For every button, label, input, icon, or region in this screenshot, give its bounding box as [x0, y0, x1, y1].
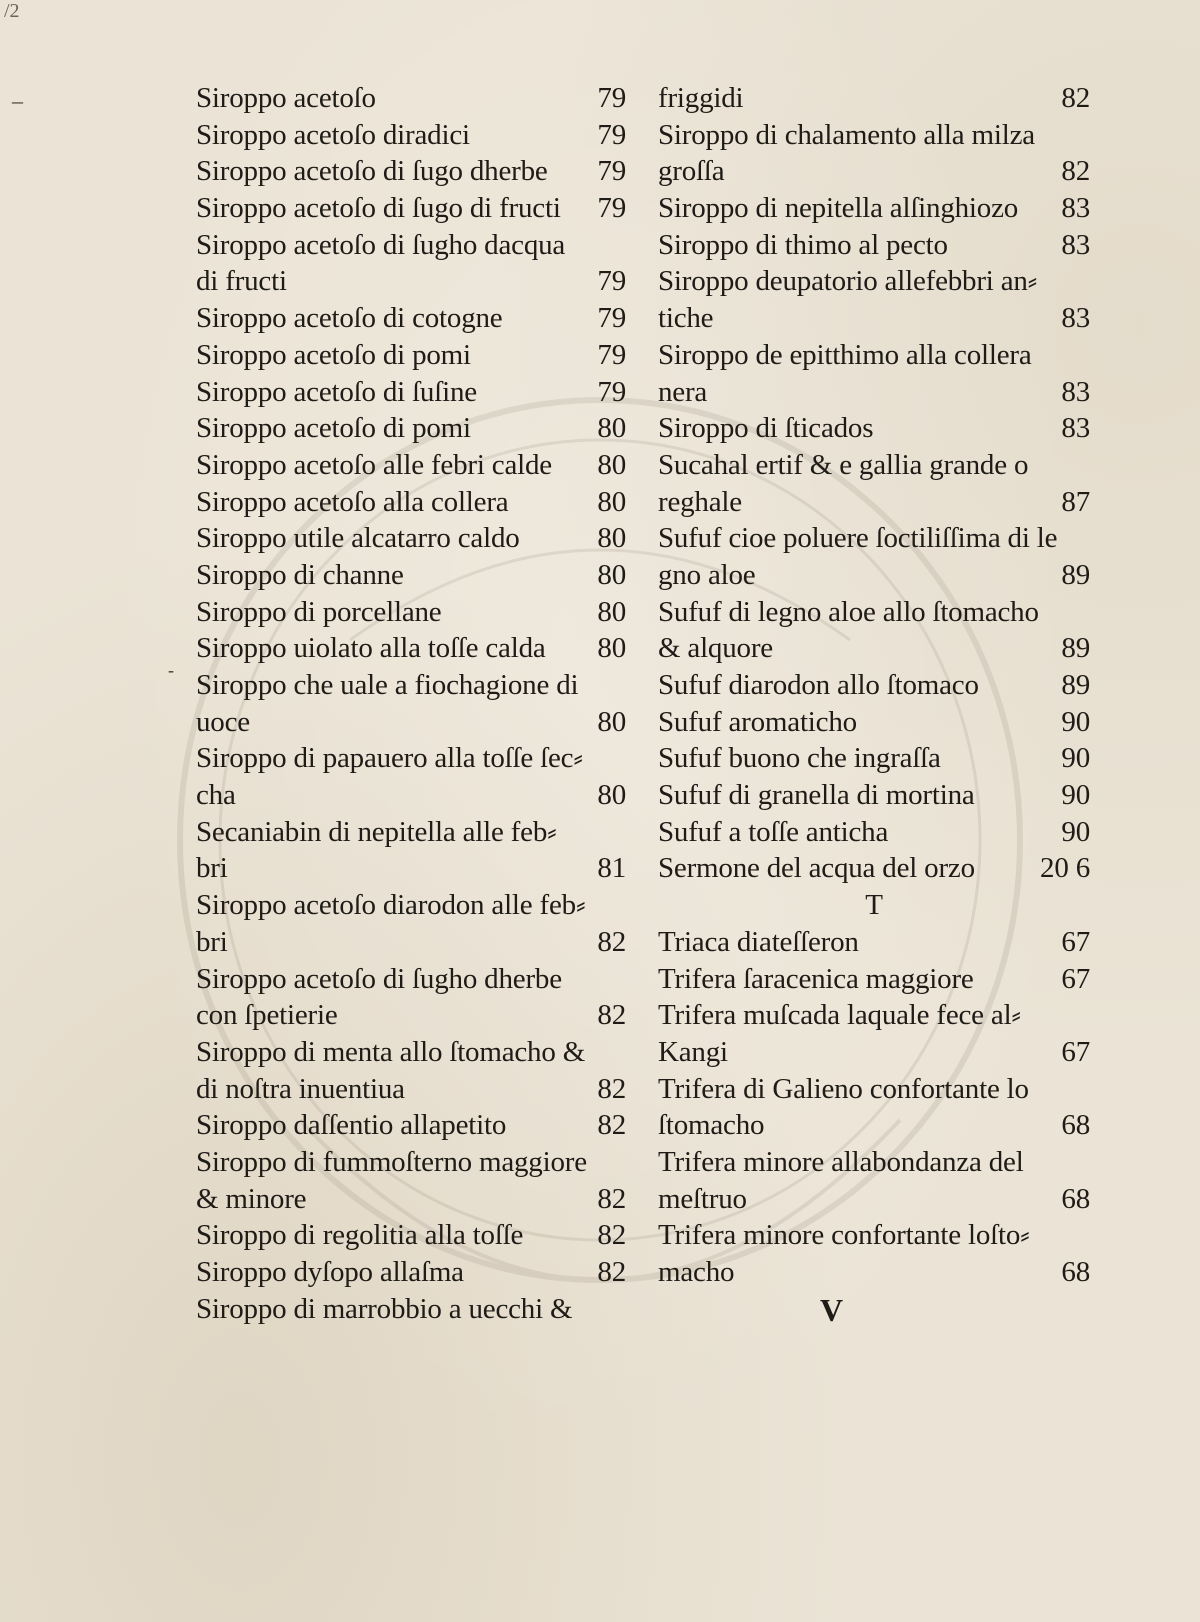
page-number: 90 — [1061, 779, 1090, 812]
index-entry — [658, 80, 1090, 117]
page-number: 79 — [597, 302, 626, 335]
index-entry — [196, 740, 626, 777]
margin-mark: - — [168, 660, 174, 680]
entry-text: Siroppo acetoſo di cotogne — [196, 302, 503, 335]
entry-text: Siroppo uiolato alla toſſe calda — [196, 632, 546, 665]
index-entry — [658, 153, 1090, 190]
index-entry — [196, 374, 626, 411]
index-entry — [196, 227, 626, 264]
index-entry — [196, 997, 626, 1034]
index-entry — [658, 263, 1090, 300]
entry-text: uoce — [196, 705, 250, 738]
index-entry — [196, 80, 626, 117]
entry-text: Trifera minore allabondanza del — [658, 1145, 1024, 1178]
index-entry — [196, 447, 626, 484]
index-entry — [196, 300, 626, 337]
index-entry — [658, 337, 1090, 374]
entry-text: Siroppo acetoſo — [196, 82, 376, 114]
index-entry — [196, 887, 626, 924]
index-entry — [196, 777, 626, 814]
page-number: 87 — [1061, 485, 1090, 518]
entry-text: macho — [658, 1256, 735, 1288]
page-number: 68 — [1061, 1109, 1090, 1142]
index-entry — [658, 961, 1090, 998]
page-number: 79 — [597, 265, 626, 298]
page-number: 83 — [1061, 412, 1090, 445]
page-number: 80 — [597, 558, 626, 591]
entry-text: con ſpetierie — [196, 999, 338, 1032]
entry-text: groſſa — [658, 155, 725, 188]
entry-text: Triaca diateſſeron — [658, 925, 859, 958]
entry-text: & minore — [196, 1182, 307, 1215]
index-entry — [658, 410, 1090, 447]
entry-text: Siroppo di thimo al pecto — [658, 228, 948, 261]
page-number: 67 — [1061, 962, 1090, 995]
index-entry — [196, 520, 626, 557]
entry-text: Siroppo acetoſo di ſugo dherbe — [196, 155, 548, 188]
entry-text: Sufuf di granella di mortina — [658, 779, 975, 812]
entry-text: Sufuf aromaticho — [658, 705, 857, 738]
index-entry — [196, 1034, 626, 1071]
index-entry — [658, 667, 1090, 704]
index-entry — [196, 484, 626, 521]
section-letter-heading — [658, 887, 1090, 924]
page-number: 68 — [1061, 1256, 1090, 1288]
index-entry — [658, 300, 1090, 337]
entry-text: Siroppo acetoſo di pomi — [196, 338, 471, 371]
page-number: 90 — [1061, 705, 1090, 738]
index-entry — [658, 1107, 1090, 1144]
index-entry — [196, 117, 626, 154]
page-number: 82 — [597, 1109, 626, 1142]
index-entry — [658, 1181, 1090, 1218]
entry-text: Siroppo acetoſo diradici — [196, 118, 470, 151]
page-number: 82 — [597, 999, 626, 1032]
page-number: 80 — [597, 448, 626, 481]
entry-text: bri — [196, 852, 228, 885]
entry-text: Secaniabin di nepitella alle feb⸗ — [196, 815, 557, 848]
margin-mark: – — [12, 88, 23, 113]
index-entry — [658, 447, 1090, 484]
index-entry — [196, 1181, 626, 1218]
entry-text: di noſtra inuentiua — [196, 1072, 405, 1105]
entry-text: Siroppo di channe — [196, 558, 404, 591]
index-entry — [196, 630, 626, 667]
entry-text: di fructi — [196, 265, 287, 298]
entry-text: Siroppo di nepitella alſinghiozo — [658, 192, 1019, 225]
index-entry — [658, 374, 1090, 411]
page-number: 79 — [597, 82, 626, 114]
index-entry — [196, 704, 626, 741]
page-number: 83 — [1061, 228, 1090, 261]
entry-text: Siroppo utile alcatarro caldo — [196, 522, 520, 555]
page-number: 20 6 — [1040, 852, 1090, 885]
entry-text: tiche — [658, 302, 714, 335]
index-entry — [196, 263, 626, 300]
entry-text: ſtomacho — [658, 1109, 765, 1142]
index-entry — [658, 850, 1090, 887]
index-entry — [658, 704, 1090, 741]
entry-text: Siroppo de epitthimo alla collera — [658, 338, 1032, 371]
page-number: 79 — [597, 192, 626, 225]
entry-text: Trifera muſcada laquale fece al⸗ — [658, 999, 1021, 1032]
page-number: 80 — [597, 595, 626, 628]
page-number: 80 — [597, 705, 626, 738]
index-entry — [658, 520, 1090, 557]
index-entry — [658, 190, 1090, 227]
index-entry — [196, 190, 626, 227]
entry-text: Siroppo acetoſo di ſugho dacqua — [196, 228, 566, 261]
index-entry — [196, 1071, 626, 1108]
page-number: 82 — [1061, 82, 1090, 114]
index-entry — [196, 850, 626, 887]
entry-text: meſtruo — [658, 1182, 747, 1215]
entry-text: Siroppo di papauero alla toſſe ſec⸗ — [196, 742, 583, 775]
entry-text: Siroppo acetoſo di ſugo di fructi — [196, 192, 561, 225]
page-number: 82 — [597, 1256, 626, 1288]
entry-text: cha — [196, 779, 236, 812]
page-number: 89 — [1061, 558, 1090, 591]
index-entry — [196, 961, 626, 998]
page-number: 67 — [1061, 1035, 1090, 1068]
entry-text: Siroppo acetoſo alla collera — [196, 485, 509, 518]
index-entry — [658, 1254, 1090, 1291]
entry-text: Siroppo di menta allo ſtomacho & — [196, 1035, 586, 1068]
page-number: 89 — [1061, 632, 1090, 665]
section-letter-v: V — [820, 1292, 844, 1328]
index-entry — [196, 594, 626, 631]
index-entry — [196, 924, 626, 961]
page-number: 80 — [597, 485, 626, 518]
entry-text: nera — [658, 375, 708, 408]
index-entry — [658, 484, 1090, 521]
entry-text: Sufuf a toſſe anticha — [658, 815, 889, 848]
page-number: 81 — [597, 852, 626, 885]
index-entry — [196, 1291, 626, 1328]
page-number: 82 — [597, 1182, 626, 1215]
page-number: 89 — [1061, 669, 1090, 701]
index-entry — [196, 667, 626, 704]
entry-text: Siroppo di porcellane — [196, 595, 442, 628]
index-entry — [658, 740, 1090, 777]
page-number: 80 — [597, 522, 626, 555]
index-entry — [658, 1217, 1090, 1254]
index-entry — [658, 997, 1090, 1034]
entry-text: Siroppo dyſopo allaſma — [196, 1256, 464, 1288]
entry-text: Trifera minore confortante loſto⸗ — [658, 1219, 1030, 1252]
index-entry — [196, 1217, 626, 1254]
page-number: 83 — [1061, 192, 1090, 225]
index-entry — [196, 153, 626, 190]
entry-text: Siroppo di regolitia alla toſſe — [196, 1219, 524, 1252]
index-entry — [196, 1144, 626, 1181]
page-number: 80 — [597, 632, 626, 665]
index-entry — [658, 1071, 1090, 1108]
page-number: 79 — [597, 118, 626, 151]
index-entry — [196, 1107, 626, 1144]
page-number: 82 — [597, 1219, 626, 1252]
entry-text: & alquore — [658, 632, 773, 665]
index-column-right — [658, 80, 1090, 1291]
entry-text: Siroppo di ſticados — [658, 412, 874, 445]
page-number: 90 — [1061, 815, 1090, 848]
page-number: 67 — [1061, 925, 1090, 958]
index-entry — [658, 1144, 1090, 1181]
entry-text: Sufuf cioe poluere ſoctiliſſima di le — [658, 522, 1058, 555]
entry-text: Siroppo acetoſo diarodon alle feb⸗ — [196, 889, 586, 922]
page-number: 82 — [597, 1072, 626, 1105]
entry-text: Siroppo di fummoſterno maggiore — [196, 1145, 587, 1178]
page-number: 90 — [1061, 742, 1090, 775]
entry-text: Sufuf di legno aloe allo ſtomacho — [658, 595, 1039, 628]
page-number: 82 — [597, 925, 626, 958]
entry-text: Sufuf diarodon allo ſtomaco — [658, 669, 979, 701]
entry-text: Siroppo che uale a fiochagione di — [196, 669, 579, 701]
entry-text: Siroppo acetoſo alle febri calde — [196, 448, 552, 481]
page-number: 68 — [1061, 1182, 1090, 1215]
entry-text: gno aloe — [658, 558, 756, 591]
entry-text: Kangi — [658, 1035, 728, 1068]
index-entry — [658, 630, 1090, 667]
entry-text: T — [865, 889, 883, 922]
index-entry — [196, 410, 626, 447]
page-number: 82 — [1061, 155, 1090, 188]
index-entry — [658, 814, 1090, 851]
index-entry — [196, 337, 626, 374]
page-number: 79 — [597, 375, 626, 408]
entry-text: bri — [196, 925, 228, 958]
page-number: 80 — [597, 779, 626, 812]
page-number: 79 — [597, 155, 626, 188]
entry-text: Siroppo acetoſo di ſuſine — [196, 375, 477, 408]
index-entry — [658, 227, 1090, 264]
page-number: 83 — [1061, 302, 1090, 335]
index-entry — [658, 594, 1090, 631]
entry-text: Siroppo acetoſo di ſugho dherbe — [196, 962, 562, 995]
entry-text: Siroppo di marrobbio a uecchi & — [196, 1292, 573, 1325]
entry-text: Siroppo acetoſo di pomi — [196, 412, 471, 445]
entry-text: reghale — [658, 485, 742, 518]
index-column-left — [196, 80, 626, 1327]
page-number: 79 — [597, 338, 626, 371]
index-entry — [658, 117, 1090, 154]
entry-text: Trifera ſaracenica maggiore — [658, 962, 974, 995]
index-entry — [196, 1254, 626, 1291]
entry-text: Sufuf buono che ingraſſa — [658, 742, 941, 775]
index-entry — [196, 557, 626, 594]
index-entry — [196, 814, 626, 851]
entry-text: friggidi — [658, 82, 744, 114]
entry-text: Sermone del acqua del orzo — [658, 852, 975, 885]
page-number: 80 — [597, 412, 626, 445]
corner-mark: /2 — [4, 0, 20, 22]
entry-text: Trifera di Galieno confortante lo — [658, 1072, 1029, 1105]
page-number: 83 — [1061, 375, 1090, 408]
index-entry — [658, 557, 1090, 594]
entry-text: Sucahal ertif & e gallia grande o — [658, 448, 1029, 481]
entry-text: Siroppo deupatorio allefebbri an⸗ — [658, 265, 1038, 298]
entry-text: Siroppo di chalamento alla milza — [658, 118, 1035, 151]
index-entry — [658, 777, 1090, 814]
index-entry — [658, 1034, 1090, 1071]
index-entry — [658, 924, 1090, 961]
entry-text: Siroppo daſſentio allapetito — [196, 1109, 507, 1142]
